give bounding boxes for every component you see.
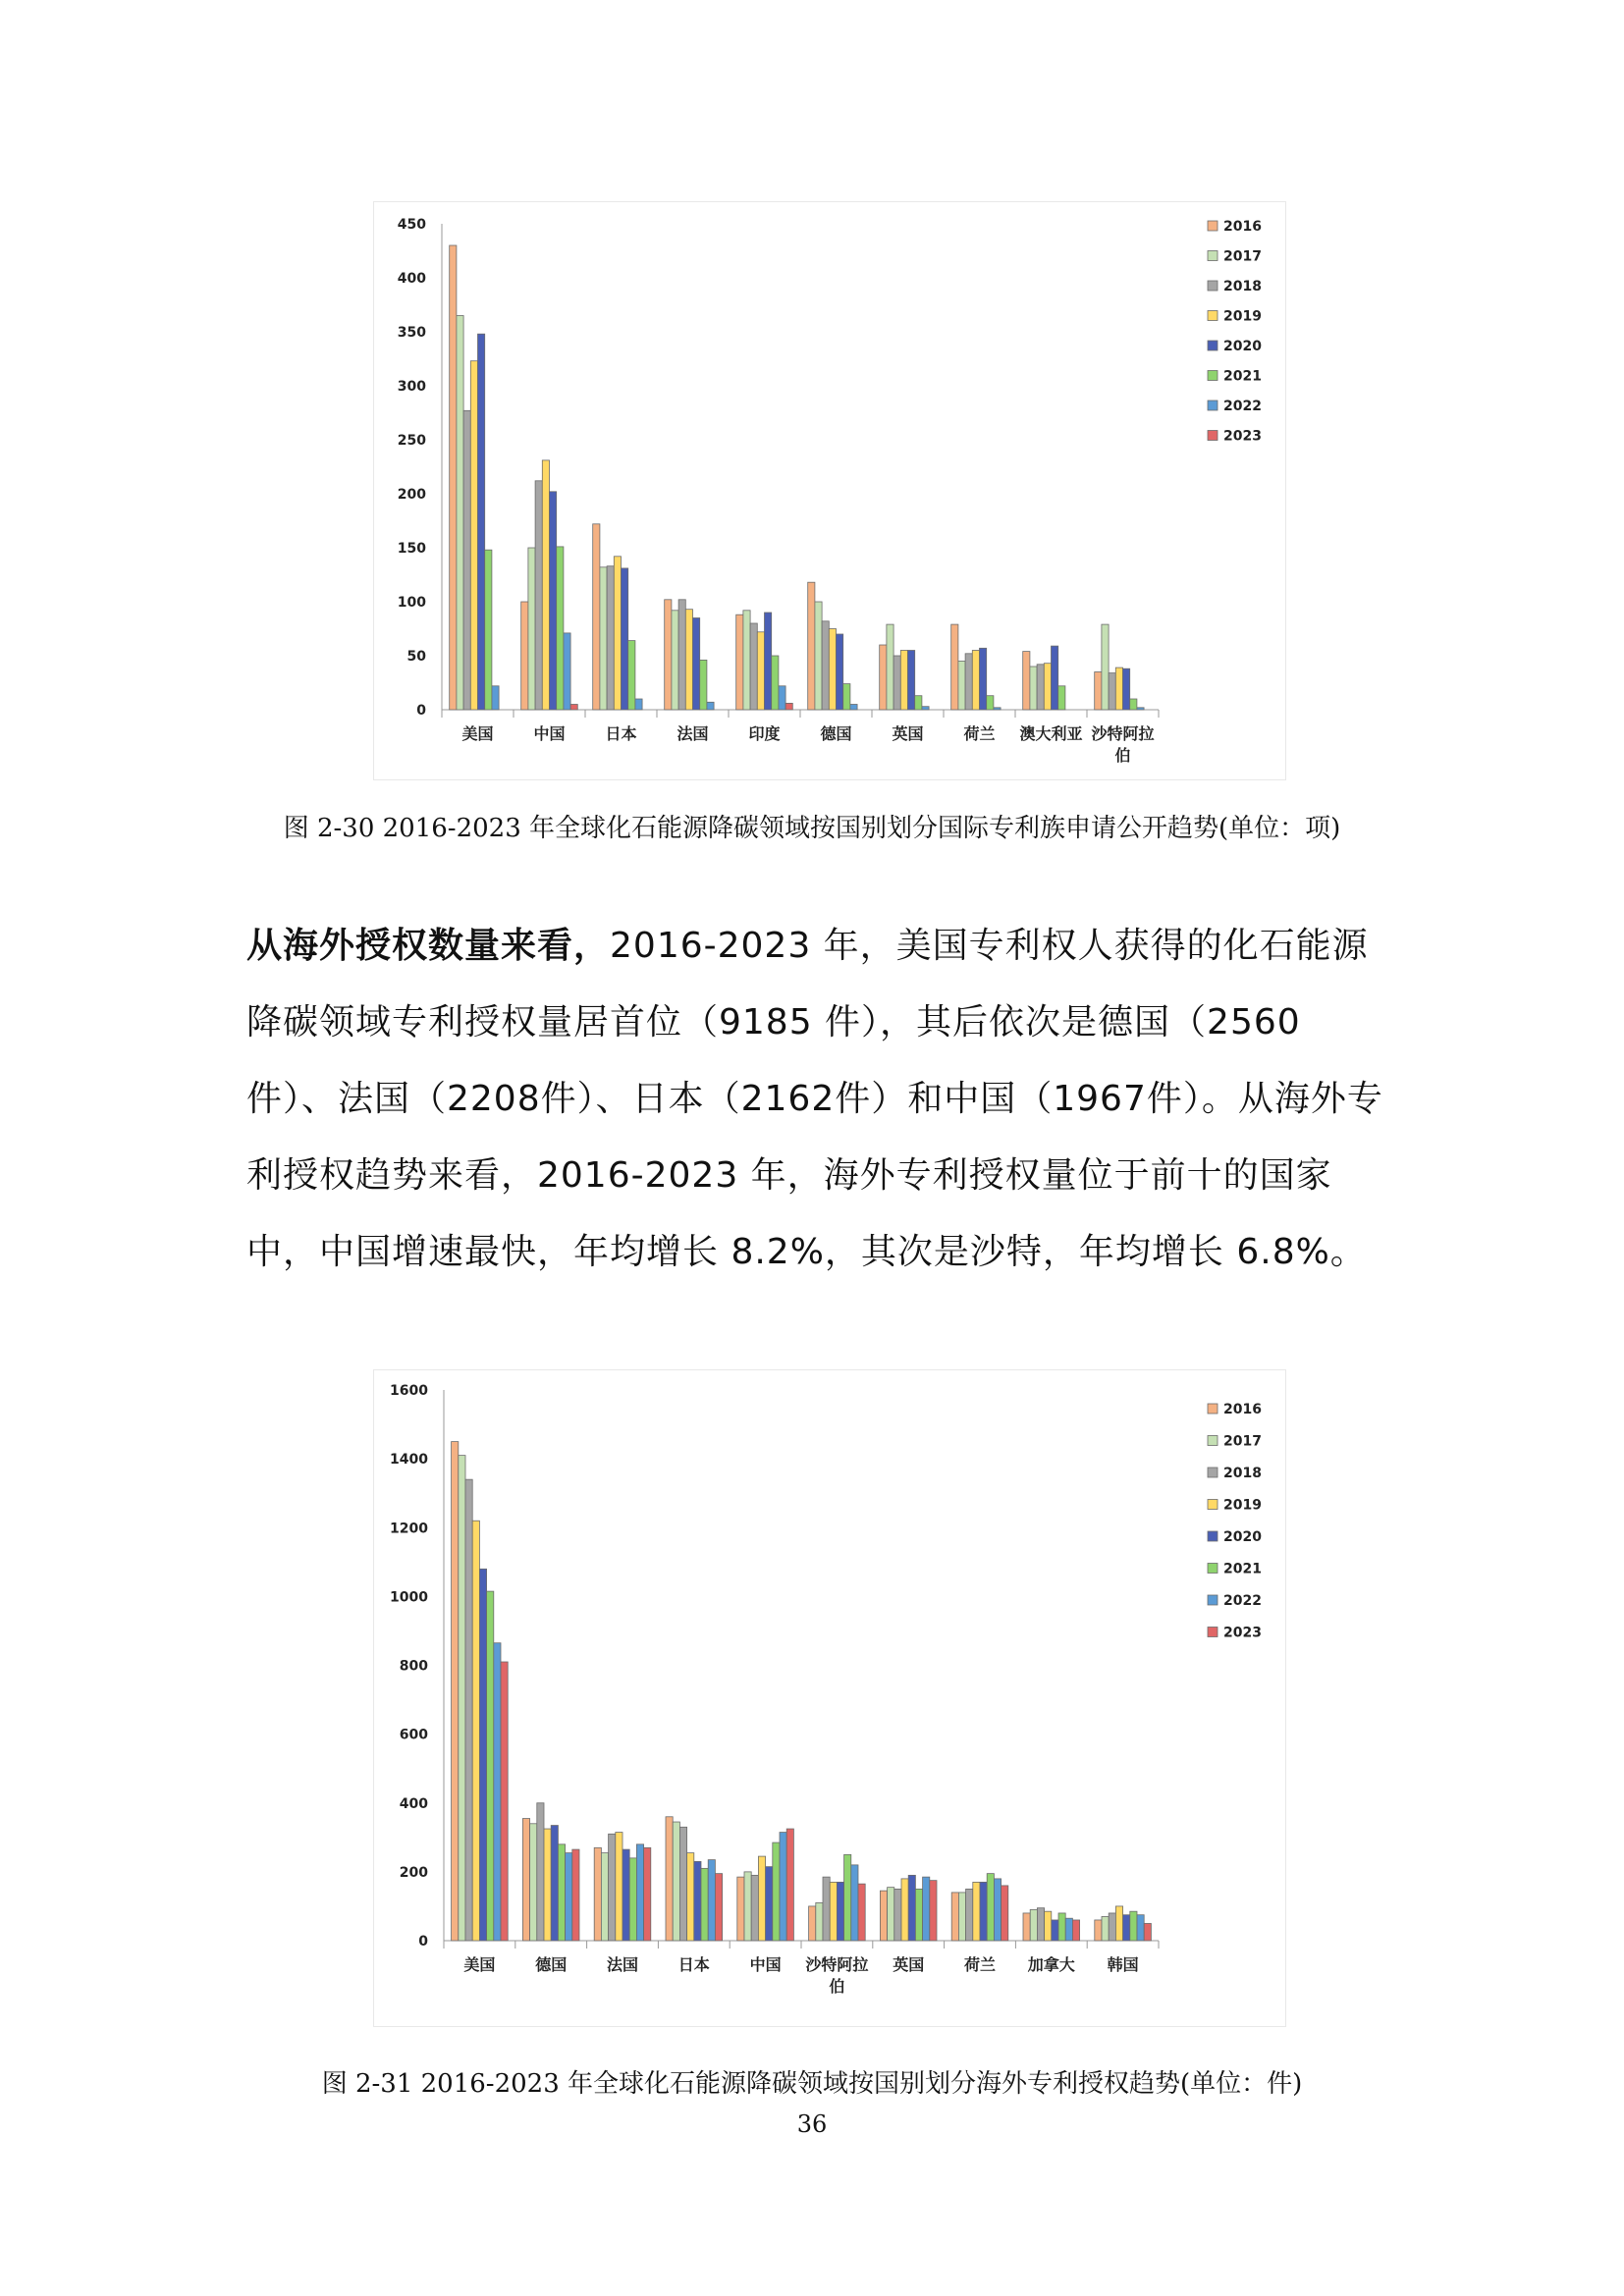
bar-2020-英国: [908, 1875, 915, 1941]
bar-2019-美国: [470, 361, 477, 710]
category-label: 沙特阿拉: [1091, 724, 1155, 743]
bar-2016-印度: [736, 614, 743, 710]
legend-swatch-2022: [1208, 400, 1218, 410]
bar-2019-中国: [542, 460, 549, 710]
bar-2022-美国: [494, 1643, 501, 1941]
y-tick-label: 400: [397, 271, 426, 287]
bar-2017-美国: [459, 1456, 465, 1941]
bar-2017-德国: [530, 1824, 537, 1941]
bar-2021-英国: [915, 696, 922, 710]
bar-2019-美国: [472, 1521, 479, 1941]
category-label: 沙特阿拉: [805, 1955, 869, 1974]
bar-2018-德国: [822, 621, 829, 710]
bar-2020-法国: [693, 618, 700, 711]
bar-2017-英国: [887, 624, 893, 710]
bar-2022-荷兰: [994, 1879, 1001, 1941]
y-tick-label: 400: [399, 1795, 428, 1812]
bar-2016-韩国: [1095, 1920, 1102, 1941]
legend-swatch-2020: [1208, 1531, 1218, 1541]
bar-2020-中国: [766, 1867, 773, 1941]
bar-2016-沙特阿拉伯: [1095, 672, 1102, 711]
bar-2023-德国: [572, 1849, 579, 1941]
bar-2016-中国: [521, 602, 528, 710]
bar-2020-澳大利亚: [1052, 646, 1058, 710]
bar-2018-中国: [535, 481, 542, 710]
bar-2017-沙特阿拉伯: [1102, 624, 1109, 710]
bar-2017-沙特阿拉伯: [816, 1902, 823, 1941]
bar-2019-日本: [687, 1853, 694, 1941]
legend-label-2022: 2022: [1223, 399, 1262, 414]
bar-2018-荷兰: [966, 1889, 973, 1941]
bar-2017-日本: [600, 567, 607, 710]
legend-swatch-2019: [1208, 1500, 1218, 1510]
bar-2021-澳大利亚: [1058, 686, 1065, 710]
bar-2022-加拿大: [1065, 1918, 1072, 1941]
bar-2019-沙特阿拉伯: [1115, 667, 1122, 710]
bar-2022-中国: [564, 633, 570, 710]
bar-2019-日本: [614, 557, 621, 710]
bar-2018-澳大利亚: [1037, 665, 1044, 710]
category-label: 法国: [677, 724, 709, 743]
bar-2020-德国: [837, 634, 843, 710]
legend-label-2023: 2023: [1223, 1625, 1262, 1641]
bar-2019-沙特阿拉伯: [830, 1882, 837, 1941]
legend-label-2020: 2020: [1223, 1529, 1262, 1545]
bar-2018-法国: [609, 1834, 616, 1941]
category-label: 日本: [677, 1955, 710, 1974]
bar-2023-日本: [715, 1874, 722, 1941]
bar-2020-日本: [622, 568, 628, 710]
legend-label-2018: 2018: [1223, 1466, 1262, 1481]
y-tick-label: 1200: [390, 1521, 428, 1537]
legend-label-2017: 2017: [1223, 248, 1262, 265]
bar-2018-英国: [893, 656, 900, 710]
legend-label-2021: 2021: [1223, 1561, 1262, 1577]
bar-2017-中国: [744, 1872, 751, 1941]
legend-label-2018: 2018: [1223, 279, 1262, 294]
figure-caption-2-31: 图 2-31 2016-2023 年全球化石能源降碳领域按国别划分海外专利授权趋势(单位：件): [321, 2069, 1303, 2099]
bar-2023-加拿大: [1072, 1920, 1079, 1941]
bar-2019-韩国: [1115, 1906, 1122, 1941]
bar-2016-加拿大: [1023, 1913, 1030, 1941]
legend-swatch-2020: [1208, 341, 1218, 350]
bar-2016-英国: [880, 1891, 887, 1941]
y-tick-label: 600: [399, 1727, 428, 1743]
chart-international-patent-families: [373, 201, 1286, 780]
bar-2023-美国: [501, 1662, 508, 1941]
bar-2016-法国: [594, 1847, 601, 1941]
y-tick-label: 50: [406, 649, 426, 665]
y-tick-label: 450: [397, 217, 426, 233]
category-label: 伯: [829, 1977, 845, 1996]
bar-2020-德国: [551, 1826, 558, 1941]
bar-2021-日本: [628, 641, 635, 710]
legend-swatch-2021: [1208, 1564, 1218, 1574]
bar-2023-韩国: [1144, 1923, 1151, 1941]
bar-2017-荷兰: [958, 1893, 965, 1941]
bar-2020-美国: [478, 334, 485, 710]
bar-2018-沙特阿拉伯: [1109, 673, 1115, 710]
bar-2018-加拿大: [1037, 1908, 1044, 1941]
bar-2017-印度: [743, 611, 750, 710]
bar-2020-沙特阿拉伯: [1123, 668, 1130, 710]
legend-swatch-2018: [1208, 281, 1218, 291]
bar-2018-日本: [679, 1827, 686, 1941]
bar-2023-中国: [786, 1829, 793, 1941]
bar-2019-荷兰: [972, 651, 979, 711]
bar-2017-日本: [673, 1822, 679, 1941]
bar-2018-德国: [537, 1803, 544, 1941]
bar-2020-荷兰: [980, 648, 987, 710]
bar-2018-沙特阿拉伯: [823, 1877, 830, 1941]
y-tick-label: 800: [399, 1658, 428, 1675]
bar-2016-澳大利亚: [1023, 652, 1030, 710]
legend-label-2019: 2019: [1223, 1497, 1262, 1514]
category-label: 美国: [461, 724, 494, 743]
bar-2018-印度: [750, 623, 757, 710]
y-tick-label: 1400: [390, 1452, 428, 1468]
bar-2018-美国: [463, 410, 470, 710]
legend-swatch-2017: [1208, 251, 1218, 261]
bar-2020-中国: [550, 492, 557, 710]
y-tick-label: 100: [397, 595, 426, 611]
category-label: 日本: [605, 724, 637, 743]
bar-2017-加拿大: [1030, 1909, 1037, 1941]
legend-swatch-2022: [1208, 1595, 1218, 1605]
bar-2017-法国: [601, 1853, 608, 1941]
bar-2019-中国: [758, 1856, 765, 1941]
chart-overseas-patent-grants: [373, 1369, 1286, 2027]
bar-2022-沙特阿拉伯: [851, 1865, 858, 1941]
category-label: 荷兰: [963, 724, 996, 743]
bar-2020-英国: [908, 651, 915, 711]
y-tick-label: 250: [397, 433, 426, 449]
bar-2023-中国: [570, 705, 577, 711]
bar-2021-沙特阿拉伯: [1130, 699, 1137, 710]
bar-2022-英国: [923, 1877, 930, 1941]
bar-2020-沙特阿拉伯: [837, 1882, 843, 1941]
bar-2018-荷兰: [965, 654, 972, 710]
legend-swatch-2021: [1208, 371, 1218, 381]
category-label: 印度: [748, 724, 781, 743]
bar-2018-英国: [894, 1889, 901, 1941]
y-tick-label: 200: [399, 1864, 428, 1881]
bar-2018-韩国: [1109, 1913, 1115, 1941]
bar-2017-韩国: [1102, 1916, 1109, 1941]
category-label: 美国: [463, 1955, 496, 1974]
bar-2019-澳大利亚: [1044, 664, 1051, 710]
bar-2019-德国: [829, 629, 836, 711]
bar-2017-英国: [888, 1888, 894, 1941]
bar-2016-荷兰: [951, 1893, 958, 1941]
bar-2022-法国: [636, 1844, 643, 1941]
bar-2019-印度: [757, 632, 764, 710]
bar-2021-日本: [701, 1868, 708, 1941]
bar-2021-加拿大: [1058, 1913, 1065, 1941]
category-label: 韩国: [1107, 1955, 1139, 1974]
paragraph-body: 2016-2023 年，美国专利权人获得的化石能源降碳领域专利授权量居首位（9185 件），其后依次是德国（2560件）、法国（2208件）、日本（2162件）和中国（1967件）。从海外专利授权趋势来看，2016-2023 年，海外专利授权量位于前十的国家中，中国增速最快，年均增长 8.2%，其次是沙特，年均增长 6.8%。: [246, 926, 1383, 1272]
legend-swatch-2019: [1208, 311, 1218, 321]
bar-2017-中国: [528, 548, 535, 710]
bar-2018-法国: [678, 600, 685, 710]
bar-2022-英国: [922, 707, 929, 710]
legend-swatch-2016: [1208, 221, 1218, 231]
bar-2016-美国: [452, 1442, 459, 1941]
legend-swatch-2017: [1208, 1436, 1218, 1446]
page-number: 36: [796, 2110, 828, 2138]
legend-swatch-2016: [1208, 1404, 1218, 1414]
category-label: 法国: [606, 1955, 639, 1974]
category-label: 德国: [535, 1955, 568, 1974]
bar-2022-韩国: [1137, 1915, 1144, 1941]
bar-2022-德国: [566, 1853, 572, 1941]
figure-caption-2-30: 图 2-30 2016-2023 年全球化石能源降碳领域按国别划分国际专利族申请公开趋势(单位：项): [283, 814, 1341, 843]
bar-2021-荷兰: [987, 696, 994, 710]
bar-2018-美国: [465, 1479, 472, 1941]
legend-label-2021: 2021: [1223, 368, 1262, 385]
bar-2022-荷兰: [994, 708, 1001, 710]
legend-label-2020: 2020: [1223, 339, 1262, 354]
legend-label-2019: 2019: [1223, 308, 1262, 325]
bar-2021-中国: [557, 547, 564, 710]
bar-2019-法国: [685, 610, 692, 710]
bar-2019-英国: [901, 1879, 908, 1941]
bar-2020-加拿大: [1052, 1920, 1058, 1941]
category-label: 伯: [1114, 746, 1131, 765]
bar-2023-法国: [644, 1847, 651, 1941]
bar-2022-印度: [779, 686, 785, 710]
y-tick-label: 200: [397, 487, 426, 503]
y-tick-label: 300: [397, 379, 426, 395]
category-label: 英国: [893, 1955, 925, 1974]
bar-2016-日本: [593, 524, 600, 710]
category-label: 英国: [892, 724, 924, 743]
bar-2022-中国: [780, 1833, 786, 1941]
bar-2016-英国: [880, 645, 887, 710]
bar-2021-德国: [843, 684, 850, 710]
y-tick-label: 0: [418, 1934, 428, 1949]
bar-2022-日本: [708, 1860, 715, 1941]
bar-2020-荷兰: [980, 1882, 987, 1941]
bar-2016-中国: [737, 1877, 744, 1941]
bar-2021-美国: [485, 550, 492, 710]
bar-2019-加拿大: [1045, 1911, 1052, 1941]
bar-2021-荷兰: [987, 1874, 994, 1941]
y-tick-label: 350: [397, 325, 426, 341]
bar-2020-印度: [765, 613, 772, 710]
legend-label-2017: 2017: [1223, 1433, 1262, 1450]
bar-2018-中国: [751, 1875, 758, 1941]
category-label: 德国: [820, 724, 852, 743]
bar-2023-印度: [785, 703, 792, 710]
bar-2017-法国: [672, 611, 678, 710]
bar-2017-德国: [815, 602, 822, 710]
bar-2016-德国: [808, 582, 815, 710]
bar-2019-英国: [900, 651, 907, 711]
bar-2016-法国: [665, 600, 672, 710]
paragraph-lead: 从海外授权数量来看，: [246, 926, 611, 966]
bar-2019-荷兰: [973, 1882, 980, 1941]
legend-swatch-2018: [1208, 1468, 1218, 1477]
bar-2020-韩国: [1123, 1915, 1130, 1941]
bar-2021-英国: [915, 1889, 922, 1941]
legend-swatch-2023: [1208, 1628, 1218, 1637]
bar-2017-美国: [457, 316, 463, 711]
bar-2020-美国: [479, 1569, 486, 1941]
bar-2023-荷兰: [1001, 1886, 1008, 1941]
bar-2020-日本: [694, 1861, 701, 1941]
bar-2017-澳大利亚: [1030, 667, 1037, 710]
bar-2022-美国: [492, 686, 499, 710]
legend-swatch-2023: [1208, 431, 1218, 441]
body-paragraph: [246, 908, 1385, 1291]
bar-2021-法国: [700, 660, 707, 710]
bar-2021-德国: [558, 1844, 565, 1941]
category-label: 荷兰: [963, 1955, 997, 1974]
bar-2019-德国: [544, 1829, 551, 1941]
category-label: 中国: [533, 724, 566, 743]
bar-2016-日本: [666, 1817, 673, 1941]
bar-2022-沙特阿拉伯: [1137, 708, 1144, 710]
bar-2016-德国: [522, 1819, 529, 1941]
bar-2021-印度: [772, 656, 779, 710]
category-label: 澳大利亚: [1019, 724, 1083, 743]
bar-2019-法国: [616, 1833, 623, 1941]
bar-2018-日本: [607, 566, 614, 710]
legend-label-2016: 2016: [1223, 219, 1262, 235]
bar-2017-荷兰: [958, 662, 965, 711]
category-label: 中国: [749, 1955, 782, 1974]
bar-2021-韩国: [1130, 1911, 1137, 1941]
y-tick-label: 1600: [390, 1383, 428, 1399]
bar-2021-沙特阿拉伯: [844, 1854, 851, 1941]
y-tick-label: 0: [416, 703, 426, 719]
y-tick-label: 1000: [390, 1589, 428, 1606]
bar-2022-日本: [635, 699, 642, 710]
bar-2022-德国: [850, 705, 857, 711]
category-label: 加拿大: [1027, 1955, 1075, 1974]
bar-2021-法国: [629, 1858, 636, 1941]
bar-2016-荷兰: [951, 624, 958, 710]
bar-2023-英国: [930, 1881, 937, 1941]
bar-2021-中国: [773, 1842, 780, 1941]
legend-label-2022: 2022: [1223, 1593, 1262, 1609]
bar-2016-沙特阿拉伯: [809, 1906, 816, 1941]
bar-2023-沙特阿拉伯: [858, 1884, 865, 1941]
legend-label-2016: 2016: [1223, 1402, 1262, 1417]
bar-2016-美国: [450, 245, 457, 710]
bar-2021-美国: [487, 1591, 494, 1941]
y-tick-label: 150: [397, 541, 426, 557]
legend-label-2023: 2023: [1223, 428, 1262, 445]
bar-2022-法国: [707, 702, 714, 710]
bar-2020-法国: [623, 1849, 629, 1941]
